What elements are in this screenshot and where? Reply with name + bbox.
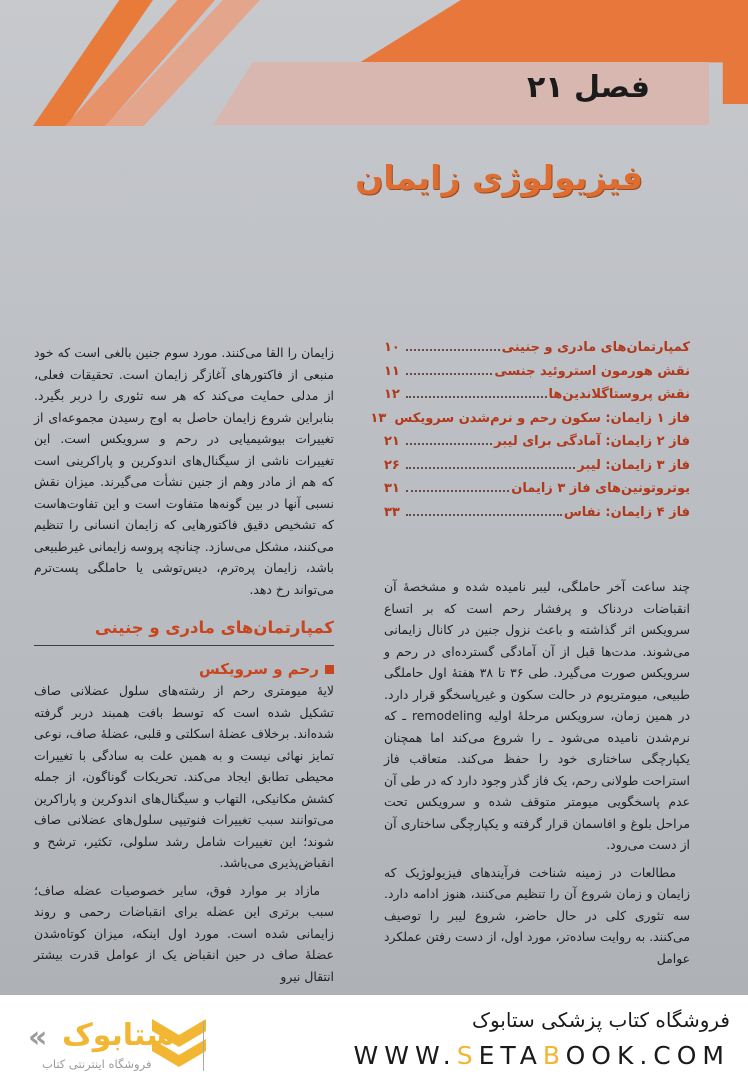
section-heading: کمپارتمان‌های مادری و جنینی xyxy=(94,618,334,637)
toc-leader xyxy=(406,349,500,351)
toc-page: ۳۱ xyxy=(384,481,400,496)
toc-page: ۱۳ xyxy=(370,410,387,426)
toc-title: فاز ۳ زایمان: لیبر xyxy=(577,457,690,473)
toc-item[interactable] xyxy=(384,364,690,388)
paragraph: چند ساعت آخر حاملگی، لیبر نامیده شده و مشخصهٔ آن انقباضات دردناک و پرفشار رحم است که بر اتساع سرویکس اثر گذاشته و باعث نزول جنین در کانال زایمانی می‌شوند. مدت‌ها قبل از آن آمادگی گسترده‌ای در رحم و سرویکس صورت می‌گیرد. طی ۳۶ تا ۳۸ هفتهٔ اول حاملگی طبیعی، میومتریوم در حالت سکون و غیرپاسخگو قرار دارد. در همین زمان، سرویکس مرحلهٔ اولیه remodeling ـ که نرم‌شدن نامیده می‌شود ـ را شروع می‌کند اما همچنان یکپارچگی ساختاری خود را حفظ می‌کند. متعاقب فاز استراحت طولانی رحم، یک فاز گذر وجود دارد که در طی آن عدم پاسخگویی میومتر متوقف شده و سرویکس تحت مراحل بلوغ و افاسمان قرار گرفته و یکپارچگی ساختاری آن از دست می‌رود. xyxy=(384,579,690,852)
logo-wordmark: ستابوک xyxy=(62,1018,176,1053)
paragraph: لایهٔ میومتری رحم از رشته‌های سلول عضلانی صاف تشکیل شده است که توسط بافت همبند دربر گرفته شده‌اند. برخلاف عضلهٔ اسکلتی و قلبی، عضلهٔ صاف، نوعی تمایز نهائی نیست و به همین علت به سادگی با تغییرات محیطی تطابق ایجاد می‌کند. تحریکات گوناگون، از جمله کشش مکانیکی، التهاب و سیگنال‌های اندوکرین و پاراکرین می‌توانند سبب تغییرات فنوتیپی سلول‌های عضلانی صاف شوند؛ این تغییرات شامل رشد سلولی، تکثیر، ترشح و انقباض‌پذیری می‌باشد. xyxy=(34,683,334,870)
toc-item[interactable] xyxy=(384,434,690,458)
subheading xyxy=(34,660,334,678)
toc-title: فاز ۱ زایمان: سکون رحم و نرم‌شدن سرویکس xyxy=(394,410,690,426)
toc-leader xyxy=(406,396,547,398)
chapter-number: فصل ۲۱ xyxy=(526,70,650,105)
toc-leader xyxy=(406,373,492,375)
toc-item[interactable] xyxy=(384,458,690,482)
toc-page: ۱۰ xyxy=(384,340,400,355)
logo-subtitle: فروشگاه اینترنتی کتاب xyxy=(42,1057,152,1071)
left-column xyxy=(34,342,334,987)
bullet-square-icon xyxy=(325,665,334,674)
logo-divider xyxy=(203,1021,204,1071)
toc-title: نقش پروستاگلاندین‌ها xyxy=(548,387,690,402)
url-highlight: S xyxy=(456,1041,479,1070)
store-url[interactable] xyxy=(354,1041,730,1070)
toc-page: ۲۱ xyxy=(384,434,400,449)
store-name: فروشگاه کتاب پزشکی ستابوک xyxy=(472,1008,730,1032)
right-column xyxy=(370,340,690,969)
url-part: WWW. xyxy=(353,1041,457,1070)
toc-leader xyxy=(406,467,575,469)
right-body-text xyxy=(384,576,690,969)
subheading-text: رحم و سرویکس xyxy=(199,660,319,678)
toc-title: نقش هورمون استروئید جنسی xyxy=(494,363,690,379)
double-arrow-icon: « xyxy=(28,1020,48,1055)
url-part: ETA xyxy=(478,1041,543,1070)
paragraph: زایمان را القا می‌کنند. مورد سوم جنین بالغی است که خود منبعی از فاکتورهای آغازگر زایمان است. تحقیقات فعلی، از مدلی حمایت می‌کند که هر سه تئوری را دربر بگیرد. بنابراین شروع زایمان حاصل به اوج رسیدن مجموعه‌ای از تغییرات بیوشیمیایی در رحم و سرویکس است. این تغییرات ناشی از سیگنال‌های اندوکرین و پاراکرینی است که هم از مادر وهم از جنین نشأت می‌گیرند. میزان نقش نسبی آنها در بین گونه‌ها متفاوت است و این تفاوت‌هاست که تشخیص دقیق فاکتورهایی که زایمان انسانی را تنظیم می‌کنند، مشکل می‌سازد. چنانچه پروسه زایمانی غیرطبیعی باشد، زایمان پره‌ترم، دیس‌توشی یا حاملگی پست‌ترم می‌تواند رخ دهد. xyxy=(34,345,334,597)
url-part: OOK.COM xyxy=(565,1041,730,1070)
table-of-contents xyxy=(370,340,690,528)
toc-page: ۲۶ xyxy=(384,457,400,473)
toc-title: کمپارتمان‌های مادری و جنینی xyxy=(501,340,690,355)
toc-leader xyxy=(406,514,562,516)
toc-title: فاز ۲ زایمان: آمادگی برای لیبر xyxy=(494,434,690,449)
toc-page: ۱۲ xyxy=(384,387,400,402)
toc-leader xyxy=(406,443,492,445)
section-divider xyxy=(34,645,334,646)
toc-item[interactable] xyxy=(384,340,690,364)
toc-item[interactable] xyxy=(384,505,690,529)
paragraph: مازاد بر موارد فوق، سایر خصوصیات عضله صاف؛ سبب برتری این عضله برای انقباضات رحمی و روند زایمانی شده است. مورد اول اینکه، میزان کوتاه‌شدن عضلهٔ صاف در حین انقباض یک از عوامل قدرت بیشتر انتقال نیرو xyxy=(34,882,334,984)
toc-title: فاز ۴ زایمان: نفاس xyxy=(563,504,690,520)
toc-item[interactable] xyxy=(384,481,690,505)
toc-item[interactable] xyxy=(384,387,690,411)
toc-page: ۱۱ xyxy=(384,363,400,379)
url-highlight: B xyxy=(542,1041,566,1070)
paragraph: مطالعات در زمینه شناخت فرآیندهای فیزیولوژیک که زایمان و زمان شروع آن را تنظیم می‌کنند، هنوز ادامه دارد. سه تئوری کلی در حال حاضر، شروع لیبر را توصیف می‌کنند. به روایت ساده‌تر، مورد اول، از دست رفتن عملکرد عوامل xyxy=(384,864,690,966)
chapter-title: فیزیولوژی زایمان xyxy=(355,158,643,197)
toc-title: یوتروتونین‌های فاز ۳ زایمان xyxy=(511,481,690,496)
toc-leader xyxy=(406,490,509,492)
toc-page: ۳۳ xyxy=(384,504,400,520)
toc-item[interactable] xyxy=(370,410,690,435)
